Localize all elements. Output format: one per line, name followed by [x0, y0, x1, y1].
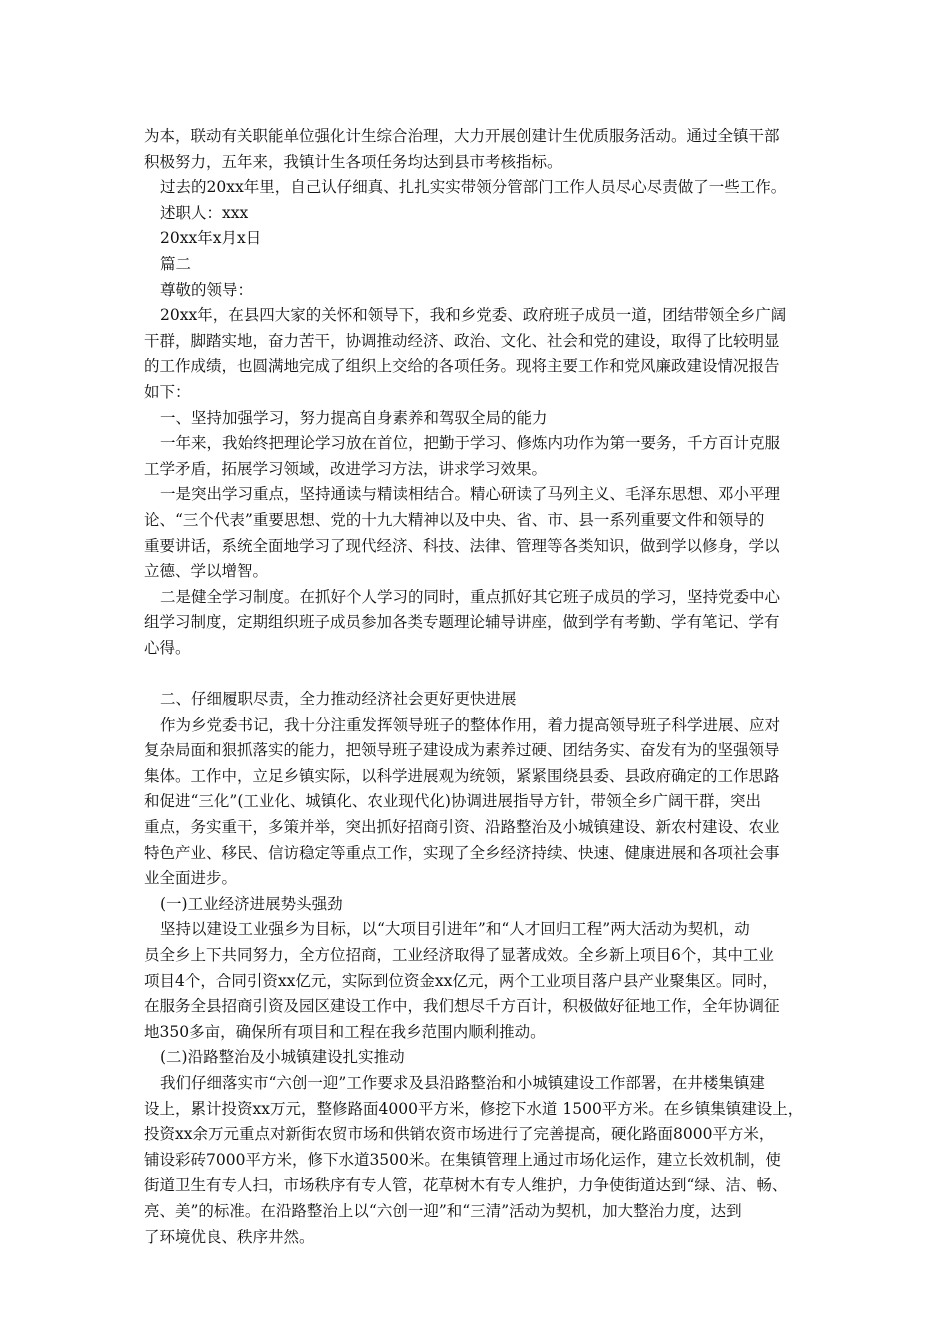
text-line: 一、坚持加强学习，努力提高自身素养和驾驭全局的能力 [160, 408, 548, 427]
text-line: 街道卫生有专人扫，市场秩序有专人管，花草树木有专人维护，力争使街道达到“绿、洁、畅、 [144, 1176, 788, 1195]
text-line: 了环境优良、秩序井然。 [144, 1227, 315, 1246]
text-line: 坚持以建设工业强乡为目标，以“大项目引进年”和“人才回归工程”两大活动为契机，动 [160, 920, 750, 939]
text-line: 二是健全学习制度。在抓好个人学习的同时，重点抓好其它班子成员的学习，坚持党委中心 [160, 587, 781, 606]
text-line: 地350多亩，确保所有项目和工程在我乡范围内顺利推动。 [144, 1022, 546, 1041]
text-line: 重点，务实重干，多策并举，突出抓好招商引资、沿路整治及小城镇建设、新农村建设、农业 [144, 818, 780, 837]
text-line: 心得。 [144, 638, 191, 657]
text-line: 业全面进步。 [144, 869, 238, 888]
text-line: 特色产业、移民、信访稳定等重点工作，实现了全乡经济持续、快速、健康进展和各项社会事 [144, 843, 780, 862]
text-line: 在服务全县招商引资及园区建设工作中，我们想尽千方百计，积极做好征地工作，全年协调征 [144, 997, 780, 1016]
text-line: 干群，脚踏实地，奋力苦干，协调推动经济、政治、文化、社会和党的建设，取得了比较明显 [144, 331, 780, 350]
text-line: 为本，联动有关职能单位强化计生综合治理，大力开展创建计生优质服务活动。通过全镇干部 [144, 127, 780, 145]
text-line: 过去的20xx年里，自己认仔细真、扎扎实实带领分管部门工作人员尽心尽责做了一些工作。 [160, 178, 787, 197]
text-line: 尊敬的领导： [160, 280, 254, 299]
text-line: 一年来，我始终把理论学习放在首位，把勤于学习、修炼内功作为第一要务，千方百计克服 [160, 434, 781, 453]
text-line: 20xx年x月x日 [160, 229, 262, 248]
text-line: 立德、学以增智。 [144, 562, 269, 581]
text-line: 述职人：xxx [160, 203, 249, 222]
text-line: 二、仔细履职尽责，全力推动经济社会更好更快进展 [160, 690, 517, 709]
text-line: 重要讲话，系统全面地学习了现代经济、科技、法律、管理等各类知识，做到学以修身，学以 [144, 536, 780, 555]
text-line: 员全乡上下共同努力，全方位招商，工业经济取得了显著成效。全乡新上项目6个，其中工业 [144, 946, 774, 964]
document-body [144, 124, 812, 1250]
blank-line [144, 661, 812, 687]
text-line: (一)工业经济进展势头强劲 [160, 894, 343, 913]
text-line: 篇二 [160, 254, 192, 273]
text-line: 作为乡党委书记，我十分注重发挥领导班子的整体作用，着力提高领导班子科学进展、应对 [160, 715, 781, 734]
text-line: 项目4个，合同引资xx亿元，实际到位资金xx亿元，两个工业项目落户县产业聚集区。同时， [144, 971, 778, 990]
text-line: 一是突出学习重点，坚持通读与精读相结合。精心研读了马列主义、毛泽东思想、邓小平理 [160, 485, 781, 504]
text-line: (二)沿路整治及小城镇建设扎实推动 [160, 1048, 405, 1067]
text-line: 积极努力，五年来，我镇计生各项任务均达到县市考核指标。 [144, 152, 563, 171]
text-line: 复杂局面和狠抓落实的能力，把领导班子建设成为素养过硬、团结务实、奋发有为的坚强领导 [144, 741, 780, 760]
text-line: 工学矛盾，拓展学习领域，改进学习方法，讲求学习效果。 [144, 459, 548, 478]
text-line: 集体。工作中，立足乡镇实际，以科学进展观为统领，紧紧围绕县委、县政府确定的工作思路 [144, 766, 780, 785]
text-line: 组学习制度，定期组织班子成员参加各类专题理论辅导讲座，做到学有考勤、学有笔记、学有 [144, 613, 780, 632]
text-line: 如下： [144, 382, 191, 401]
text-line: 投资xx余万元重点对新街农贸市场和供销农资市场进行了完善提高，硬化路面8000平方米， [144, 1125, 775, 1144]
text-line: 论、“三个代表”重要思想、党的十九大精神以及中央、省、市、县一系列重要文件和领导的 [144, 510, 765, 529]
text-line: 设上，累计投资xx万元，整修路面4000平方米，修挖下水道 1500平方米。在乡镇集镇建设上， [144, 1099, 804, 1118]
text-line: 铺设彩砖7000平方米，修下水道3500米。在集镇管理上通过市场化运作，建立长效机制，使 [144, 1150, 781, 1169]
text-line: 和促进“三化”(工业化、城镇化、农业现代化)协调进展指导方针，带领全乡广阔干群，突出 [144, 792, 761, 811]
text-line: 20xx年，在县四大家的关怀和领导下，我和乡党委、政府班子成员一道，团结带领全乡广阔 [160, 306, 787, 325]
text-line: 亮、美”的标准。在沿路整治上以“六创一迎”和“三清”活动为契机，加大整治力度，达到 [144, 1201, 742, 1220]
text-line: 我们仔细落实市“六创一迎”工作要求及县沿路整治和小城镇建设工作部署，在井楼集镇建 [160, 1073, 765, 1092]
text-line: 的工作成绩，也圆满地完成了组织上交给的各项任务。现将主要工作和党风廉政建设情况报告 [144, 357, 780, 376]
